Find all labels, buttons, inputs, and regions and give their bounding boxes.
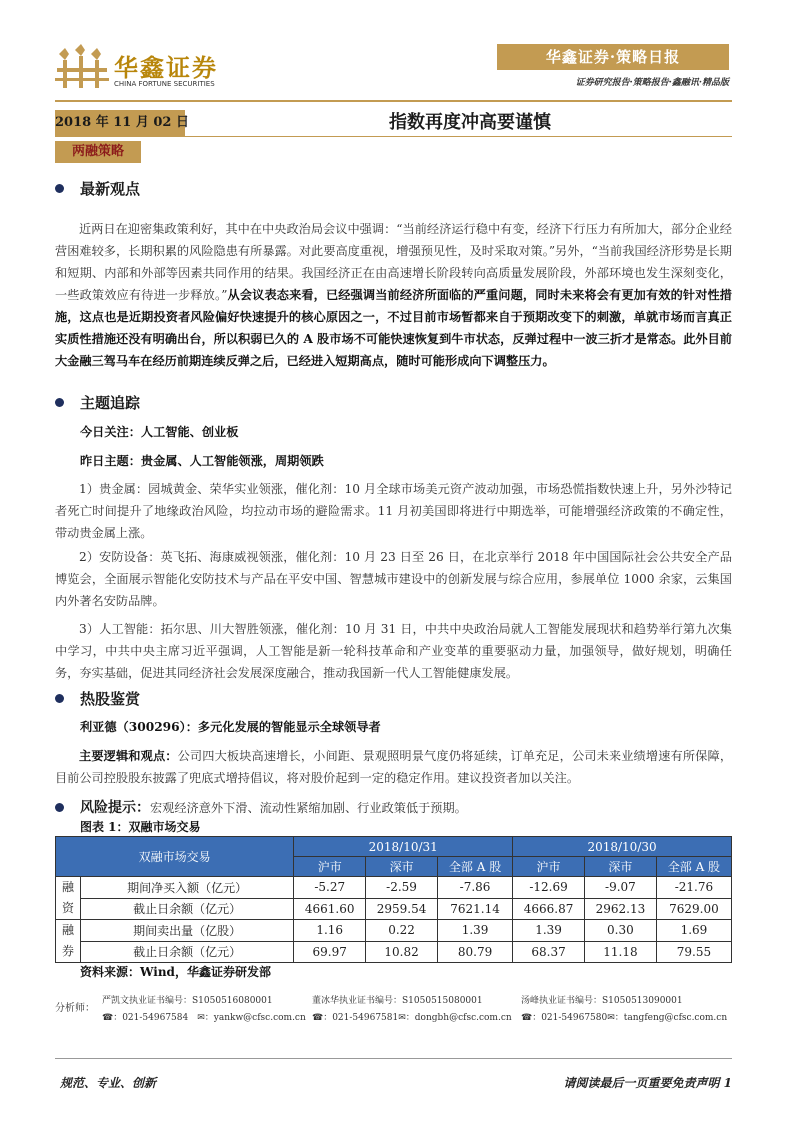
table-cell: 1.69 [656, 920, 731, 942]
table-col-header: 深市 [584, 857, 656, 877]
table-cell: -9.07 [584, 877, 656, 899]
table-cell: 0.30 [584, 920, 656, 942]
table-row [56, 941, 732, 963]
bullet-icon [55, 184, 64, 193]
table-col-header: 深市 [366, 857, 438, 877]
section-heading-hot-stock: 热股鉴赏 [55, 688, 140, 709]
table-row-label: 期间净买入额（亿元） [81, 877, 294, 899]
table-date-header-2: 2018/10/30 [513, 837, 732, 857]
theme-item-security-equipment: 2）安防设备：英飞拓、海康威视领涨，催化剂：10 月 23 日至 26 日，在北京举行 2018 年中国国际社会公共安全产品博览会，全面展示智能化安防技术与产品在平安中国、智慧城市建设中的创新发展与综合应用，参展单位 1000 余家，云集国内外著名安防品牌。 [55, 550, 732, 608]
bullet-icon [55, 803, 64, 812]
analyst-3-contact: ☎：021-54967580✉：tangfeng@cfsc.com.cn [521, 1013, 728, 1023]
risk-warning: 风险提示：宏观经济意外下滑、流动性紧缩加剧、行业政策低于预期。 [55, 797, 467, 817]
analyst-label: 分析师： [55, 1003, 95, 1014]
report-date: 2018 年 11 月 02 日 [55, 110, 185, 136]
table-cell: 2959.54 [366, 898, 438, 920]
table-cell: 7629.00 [656, 898, 731, 920]
table-col-header: 全部 A 股 [656, 857, 731, 877]
table-cell: -2.59 [366, 877, 438, 899]
company-logo-cn: 华鑫证券 [114, 54, 218, 82]
analyst-3-name: 汤峰执业证书编号：S1050513090001 [521, 996, 683, 1006]
table-cell: 68.37 [513, 941, 585, 963]
footer-disclaimer: 请阅读最后一页重要免责声明 1 [563, 1076, 732, 1090]
table-cell: 4661.60 [294, 898, 366, 920]
table-cell: 69.97 [294, 941, 366, 963]
table-cell: -7.86 [438, 877, 513, 899]
bullet-icon [55, 694, 64, 703]
table-cell: 0.22 [366, 920, 438, 942]
brand-title: 华鑫证券·策略日报 [545, 48, 681, 66]
table-cell: 7621.14 [438, 898, 513, 920]
footer-rule [55, 1058, 732, 1059]
report-title: 指数再度冲高要谨慎 [389, 112, 551, 133]
table-caption: 图表 1：双融市场交易 [80, 820, 201, 834]
yesterday-theme: 昨日主题：贵金属、人工智能领涨，周期领跌 [80, 454, 324, 468]
table-cell: 1.39 [438, 920, 513, 942]
bullet-icon [55, 398, 64, 407]
hot-stock-logic: 主要逻辑和观点：公司四大板块高速增长，小间距、景观照明景气度仍将延续，订单充足，公司未来业绩增速有所保障，目前公司控股股东披露了兜底式增持倡议，将对股价起到一定的稳定作用。建议投资者加以关注。 [55, 749, 733, 785]
section-tag: 两融策略 [55, 141, 141, 163]
table-row [56, 920, 732, 942]
table-cell: 2962.13 [584, 898, 656, 920]
table-row-label: 截止日余额（亿元） [81, 941, 294, 963]
analyst-1-name: 严凯文执业证书编号：S1050516080001 [102, 996, 273, 1006]
table-cell: 4666.87 [513, 898, 585, 920]
table-row-label: 期间卖出量（亿股） [81, 920, 294, 942]
section-heading-theme-tracking: 主题追踪 [55, 392, 140, 413]
table-cell: -5.27 [294, 877, 366, 899]
today-focus: 今日关注：人工智能、创业板 [80, 425, 239, 439]
table-group-financing: 融 资 [56, 877, 81, 920]
footer-slogan: 规范、专业、创新 [60, 1076, 157, 1090]
analyst-2-name: 董冰华执业证书编号：S1050515080001 [312, 996, 483, 1006]
table-corner-header: 双融市场交易 [56, 837, 294, 877]
analyst-2-contact: ☎：021-54967581✉：dongbh@cfsc.com.cn [312, 1013, 512, 1023]
theme-item-ai: 3）人工智能：拓尔思、川大智胜领涨，催化剂：10 月 31 日，中共中央政治局就人工智能发展现状和趋势举行第九次集中学习，中共中央主席习近平强调，人工智能是新一轮科技革命和产业变革的重要驱动力量，加强领导，做好规划，明确任务，夯实基础，促进其同经济社会发展深度融合，推动我国新一代人工智能健康发展。 [55, 622, 732, 680]
company-logo-en: CHINA FORTUNE SECURITIES [114, 80, 215, 88]
section-heading-latest-view: 最新观点 [55, 178, 140, 199]
table-cell: 11.18 [584, 941, 656, 963]
theme-item-precious-metals: 1）贵金属：园城黄金、荣华实业领涨，催化剂：10 月全球市场美元资产波动加强，市场恐慌指数快速上升，另外沙特记者死亡时间提升了地缘政治风险，均拉动市场的避险需求。11 月初美国即将进行中期选举，可能增强经济政策的不确定性，带动贵金属上涨。 [55, 482, 732, 540]
table-cell: 10.82 [366, 941, 438, 963]
table-cell: -21.76 [656, 877, 731, 899]
table-cell: 79.55 [656, 941, 731, 963]
table-date-header-1: 2018/10/31 [294, 837, 513, 857]
header-rule [55, 100, 732, 102]
company-logo [55, 44, 113, 90]
table-cell: 1.16 [294, 920, 366, 942]
table-col-header: 沪市 [294, 857, 366, 877]
latest-view-paragraph: 近两日在迎密集政策利好，其中在中央政治局会议中强调：“当前经济运行稳中有变，经济下行压力有所加大，部分企业经营困难较多，长期积累的风险隐患有所暴露。对此要高度重视，增强预见性，及时采取对策。”另外，“当前我国经济形势是长期和短期、内部和外部等因素共同作用的结果。我国经济正在由高速增长阶段转向高质量发展阶段，外部环境也发生深刻变化，一些政策效应有待进一步释放。”从会议表态来看，已经强调当前经济所面临的严重问题，同时未来将会有更加有效的针对性措施，这点也是近期投资者风险偏好快速提升的核心原因之一，不过目前市场暂都来自于预期改变下的刺激，单就市场而言真正实质性措施还没有明确出台，所以积弱已久的 A 股市场不可能快速恢复到牛市状态，反弹过程中一波三折才是常态。此外目前大金融三驾马车在经历前期连续反弹之后，已经进入短期高点，随时可能形成向下调整压力。 [55, 222, 732, 368]
table-row [56, 877, 732, 899]
table-row-label: 截止日余额（亿元） [81, 898, 294, 920]
table-group-securities-lending: 融 券 [56, 920, 81, 963]
margin-trading-table [55, 836, 732, 963]
title-rule [55, 136, 732, 137]
table-source: 资料来源：Wind，华鑫证券研发部 [80, 965, 271, 979]
table-cell: -12.69 [513, 877, 585, 899]
analyst-1-contact: ☎：021-54967584 ✉：yankw@cfsc.com.cn [102, 1013, 306, 1023]
brand-subtitle: 证券研究报告·策略报告·鑫融讯·精品版 [575, 78, 729, 88]
table-cell: 80.79 [438, 941, 513, 963]
table-row [56, 898, 732, 920]
hot-stock-title: 利亚德（300296）：多元化发展的智能显示全球领导者 [80, 720, 381, 734]
table-cell: 1.39 [513, 920, 585, 942]
table-col-header: 全部 A 股 [438, 857, 513, 877]
table-col-header: 沪市 [513, 857, 585, 877]
